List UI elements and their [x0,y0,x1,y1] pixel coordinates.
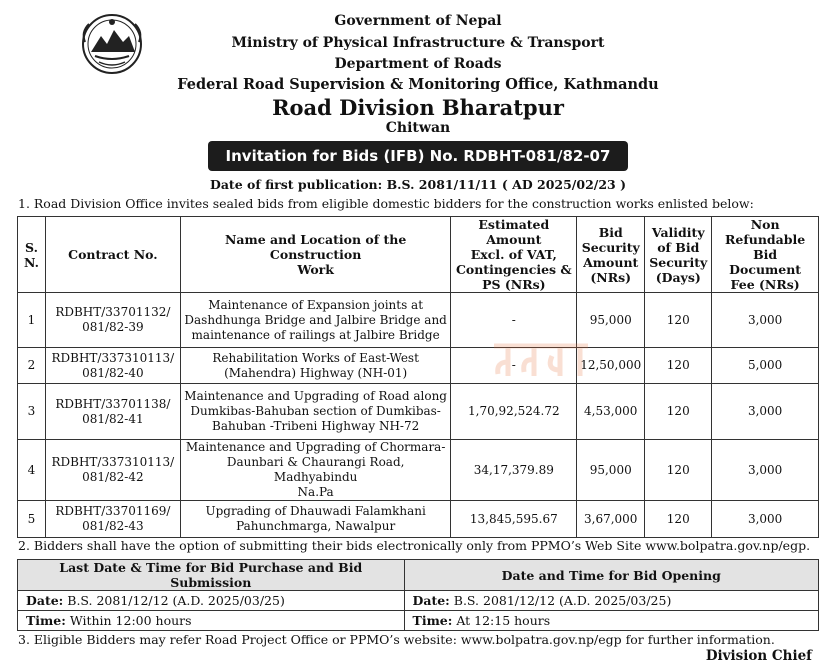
bid-dates-table [17,559,819,631]
opening-time: Time: At 12:15 hours [404,611,818,631]
table-row [18,501,819,538]
ministry-heading: Ministry of Physical Infrastructure & Transport [231,35,605,51]
dates-date-row [18,591,819,611]
cell-sn: 4 [18,440,46,501]
cell-work-name: Rehabilitation Works of East-West (Mahendra) Highway (NH-01) [180,348,451,384]
division-heading: Road Division Bharatpur [272,95,564,120]
cell-sn: 2 [18,348,46,384]
cell-validity: 120 [645,293,712,348]
watermark-logo-icon [486,336,596,384]
col-header-sn: S. N. [18,217,46,293]
cell-sn: 3 [18,384,46,440]
location-heading: Chitwan [385,120,451,136]
cell-fee: 5,000 [712,348,819,384]
cell-fee: 3,000 [712,293,819,348]
col-header-fee: Non Refundable Bid Document Fee (NRs) [712,217,819,293]
cell-sn: 5 [18,501,46,538]
cell-fee: 3,000 [712,440,819,501]
cell-validity: 120 [645,348,712,384]
col-header-estimate: Estimated Amount Excl. of VAT, Contingencies & PS (NRs) [451,217,577,293]
table-row [18,440,819,501]
table-row [18,293,819,348]
cell-fee: 3,000 [712,384,819,440]
cell-contract: RDBHT/33701138/ 081/82-41 [45,384,180,440]
cell-validity: 120 [645,384,712,440]
cell-contract: RDBHT/337310113/ 081/82-40 [45,348,180,384]
table-header-row [18,217,819,293]
submission-date: Date: B.S. 2081/12/12 (A.D. 2025/03/25) [18,591,405,611]
table-row [18,348,819,384]
bid-works-table [17,216,819,538]
cell-work-name: Maintenance of Expansion joints at Dashdhunga Bridge and Jalbire Bridge and maintenance of railings at Jalbire Bridge [180,293,451,348]
cell-contract: RDBHT/33701132/ 081/82-39 [45,293,180,348]
cell-validity: 120 [645,501,712,538]
cell-estimate: - [451,348,577,384]
cell-estimate: 1,70,92,524.72 [451,384,577,440]
cell-fee: 3,000 [712,501,819,538]
cell-validity: 120 [645,440,712,501]
opening-header: Date and Time for Bid Opening [404,560,818,591]
cell-security: 3,67,000 [577,501,645,538]
cell-contract: RDBHT/337310113/ 081/82-42 [45,440,180,501]
col-header-security: Bid Security Amount (NRs) [577,217,645,293]
cell-security: 95,000 [577,440,645,501]
cell-sn: 1 [18,293,46,348]
submission-time: Time: Within 12:00 hours [18,611,405,631]
cell-work-name: Upgrading of Dhauwadi Falamkhani Pahunchmarga, Nawalpur [180,501,451,538]
cell-estimate: - [451,293,577,348]
signatory: Division Chief [705,648,812,664]
col-header-validity: Validity of Bid Security (Days) [645,217,712,293]
table-row [18,384,819,440]
office-heading: Federal Road Supervision & Monitoring Office, Kathmandu [177,76,659,93]
dates-header-row [18,560,819,591]
ifb-title-banner: Invitation for Bids (IFB) No. RDBHT-081/82-07 [208,141,628,171]
cell-security: 12,50,000 [577,348,645,384]
cell-estimate: 34,17,379.89 [451,440,577,501]
cell-contract: RDBHT/33701169/ 081/82-43 [45,501,180,538]
submission-header: Last Date & Time for Bid Purchase and Bid Submission [18,560,405,591]
cell-estimate: 13,845,595.67 [451,501,577,538]
opening-date: Date: B.S. 2081/12/12 (A.D. 2025/03/25) [404,591,818,611]
government-heading: Government of Nepal [334,13,502,29]
cell-security: 4,53,000 [577,384,645,440]
publication-date: Date of first publication: B.S. 2081/11/11 ( AD 2025/02/23 ) [209,177,626,192]
dates-time-row [18,611,819,631]
cell-security: 95,000 [577,293,645,348]
col-header-work-name: Name and Location of the Construction Work [180,217,451,293]
cell-work-name: Maintenance and Upgrading of Chormara- Daunbari & Chaurangi Road, Madhyabindu Na.Pa [180,440,451,501]
notice-paragraph-2: 2. Bidders shall have the option of submitting their bids electronically only from PPMO’s Web Site www.bolpatra.gov.np/egp. [18,538,811,553]
notice-paragraph-3: 3. Eligible Bidders may refer Road Project Office or PPMO’s website: www.bolpatra.gov.np/egp for further information. [18,632,775,647]
notice-paragraph-1: 1. Road Division Office invites sealed bids from eligible domestic bidders for the construction works enlisted below: [18,196,754,211]
cell-work-name: Maintenance and Upgrading of Road along Dumkibas-Bahuban section of Dumkibas- Bahuban -Tribeni Highway NH-72 [180,384,451,440]
department-heading: Department of Roads [334,56,502,72]
col-header-contract: Contract No. [45,217,180,293]
